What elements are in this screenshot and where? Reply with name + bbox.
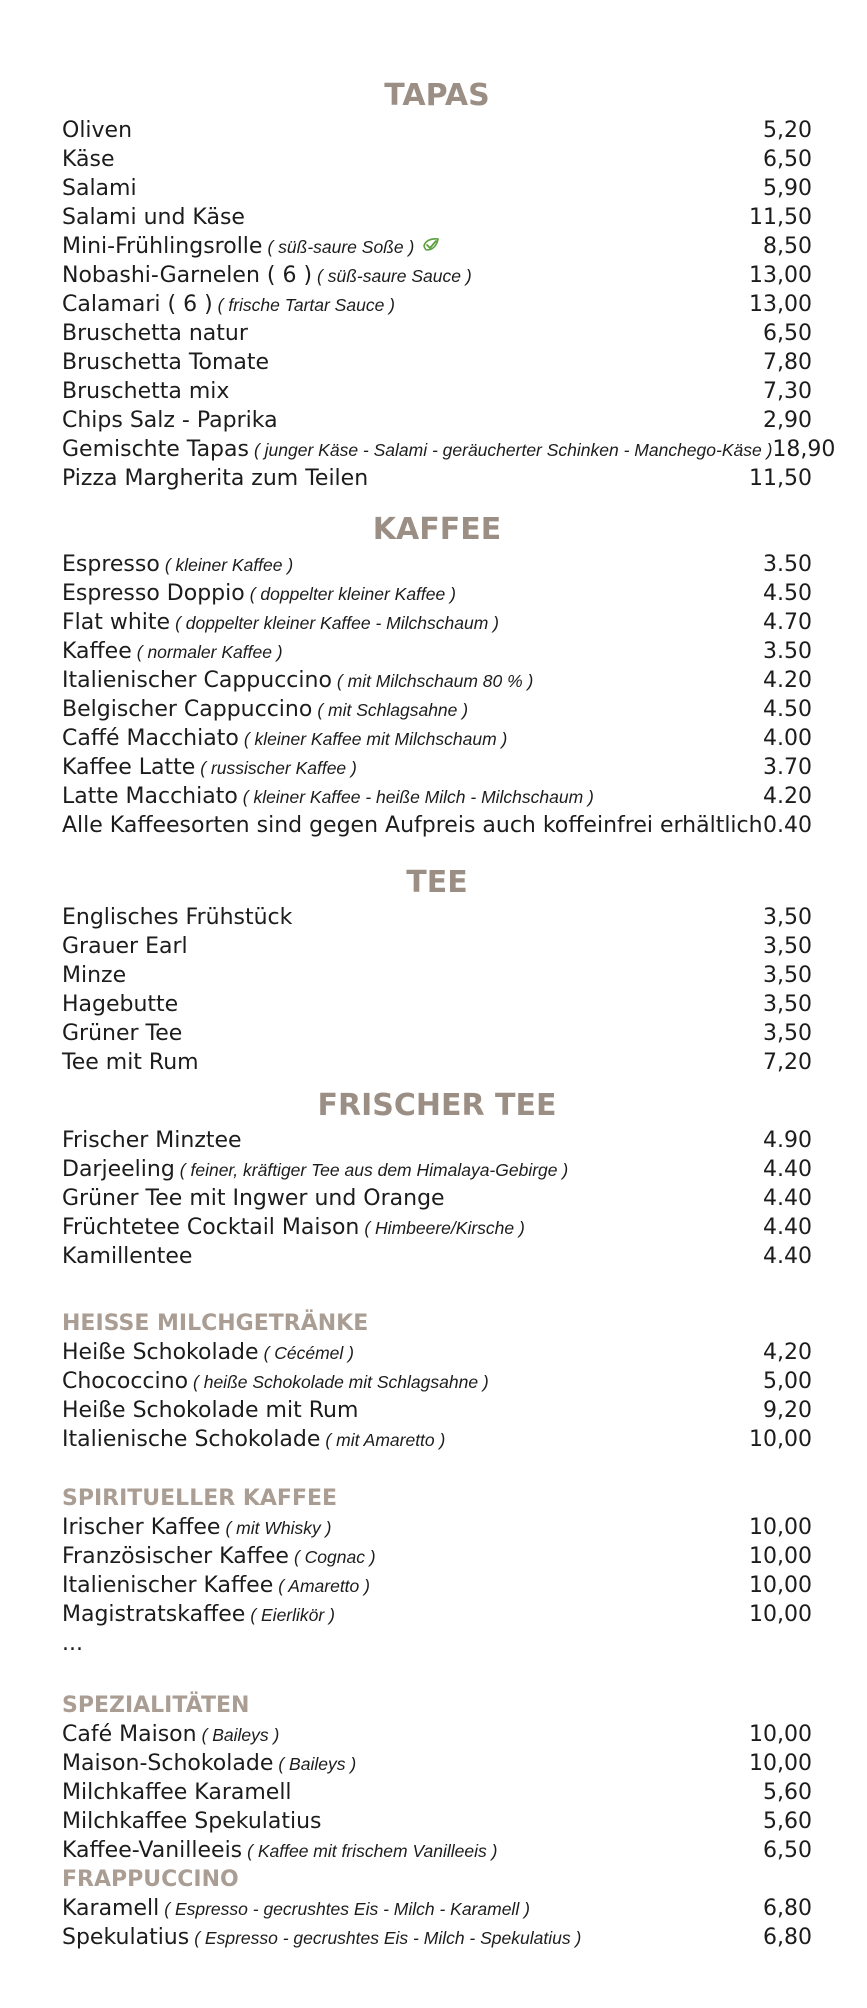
item-name: Calamari ( 6 )	[62, 292, 213, 317]
item-name: Kaffee	[62, 639, 132, 664]
menu-item-row	[62, 1513, 812, 1542]
section-spezialitaeten	[62, 1691, 812, 1865]
item-price: 10,00	[749, 1515, 812, 1540]
item-description: ( kleiner Kaffee mit Milchschaum )	[243, 729, 508, 749]
item-price: 13,00	[749, 263, 812, 288]
menu-item-row	[62, 203, 812, 232]
section-spiritueller-kaffee	[62, 1484, 812, 1658]
item-price: 18,90	[772, 437, 836, 462]
menu-item-row	[62, 1720, 812, 1749]
item-name: Englisches Frühstück	[62, 905, 293, 930]
item-description: ( Himbeere/Kirsche )	[364, 1218, 525, 1238]
item-name: Pizza Margherita zum Teilen	[62, 466, 369, 491]
menu-item-row	[62, 695, 812, 724]
item-description: ( mit Amaretto )	[325, 1430, 446, 1450]
item-name: Caffé Macchiato	[62, 726, 239, 751]
item-name: Heiße Schokolade	[62, 1340, 259, 1365]
item-price: 4.40	[763, 1157, 812, 1182]
menu-item-row	[62, 811, 812, 840]
menu-item-row	[62, 1542, 812, 1571]
menu-item-row	[62, 1184, 812, 1213]
item-price: 5,90	[763, 176, 812, 201]
menu-item-row	[62, 782, 812, 811]
item-name: Gemischte Tapas	[62, 437, 249, 462]
item-description: ( kleiner Kaffee - heiße Milch - Milchschaum )	[242, 787, 594, 807]
item-price: 4.40	[763, 1244, 812, 1269]
item-price: 10,00	[749, 1602, 812, 1627]
menu-item-row	[62, 377, 812, 406]
item-name: Käse	[62, 147, 115, 172]
item-name: Chips Salz - Paprika	[62, 408, 278, 433]
item-name: Magistratskaffee	[62, 1602, 246, 1627]
item-description: ( mit Whisky )	[225, 1518, 332, 1538]
item-name: Karamell	[62, 1896, 160, 1921]
menu-item-row	[62, 1778, 812, 1807]
menu-item-row	[62, 1894, 812, 1923]
item-price: 4.40	[763, 1186, 812, 1211]
item-price: 10,00	[749, 1722, 812, 1747]
item-name: Salami und Käse	[62, 205, 245, 230]
item-price: 10,00	[749, 1751, 812, 1776]
menu-item-row	[62, 608, 812, 637]
section-title: HEISSE MILCHGETRÄNKE	[62, 1311, 369, 1336]
item-list	[62, 1894, 812, 1952]
item-description: ( feiner, kräftiger Tee aus dem Himalaya-Gebirge )	[179, 1160, 569, 1180]
menu-item-row	[62, 903, 812, 932]
item-name: Milchkaffee Karamell	[62, 1780, 292, 1805]
menu-item-row	[62, 1396, 812, 1425]
item-name: Bruschetta Tomate	[62, 350, 270, 375]
item-price: 5,60	[763, 1780, 812, 1805]
item-name: Mini-Frühlingsrolle	[62, 234, 263, 259]
menu-item-row	[62, 348, 812, 377]
section-tee	[62, 863, 812, 1077]
menu-item-row	[62, 174, 812, 203]
menu-item-row	[62, 1749, 812, 1778]
item-list	[62, 1720, 812, 1865]
item-description: ( süß-saure Sauce )	[317, 266, 472, 286]
item-price: 6,50	[763, 147, 812, 172]
item-price: 4.20	[763, 784, 812, 809]
item-price: 10,00	[749, 1544, 812, 1569]
item-description: ( Cognac )	[293, 1547, 376, 1567]
item-price: 4.00	[763, 726, 812, 751]
menu-item-row	[62, 753, 812, 782]
item-name: Espresso	[62, 552, 160, 577]
item-description: ( Baileys )	[201, 1725, 280, 1745]
menu-item-row	[62, 406, 812, 435]
item-description: ( normaler Kaffee )	[136, 642, 283, 662]
item-name: Nobashi-Garnelen ( 6 )	[62, 263, 313, 288]
section-tapas	[62, 76, 836, 493]
item-description: ( Amaretto )	[278, 1576, 370, 1596]
menu-item-row	[62, 116, 812, 145]
item-price: 3,50	[763, 905, 812, 930]
item-price: 6,80	[763, 1896, 812, 1921]
menu-item-row	[62, 637, 812, 666]
item-name: Alle Kaffeesorten sind gegen Aufpreis auch koffeinfrei erhältlich	[62, 813, 763, 838]
item-price: 5,00	[763, 1369, 812, 1394]
item-price: 4.50	[763, 697, 812, 722]
item-name: Kaffee Latte	[62, 755, 196, 780]
item-description: ( Eierlikör )	[250, 1605, 335, 1625]
item-name: Chococcino	[62, 1369, 189, 1394]
item-price: 11,50	[749, 466, 812, 491]
menu-item-row	[62, 261, 812, 290]
item-price: 3,50	[763, 963, 812, 988]
item-price: 4.90	[763, 1128, 812, 1153]
item-name: Frischer Minztee	[62, 1128, 242, 1153]
item-price: 6,50	[763, 1838, 812, 1863]
section-title: TEE	[406, 865, 468, 900]
item-name: Latte Macchiato	[62, 784, 238, 809]
vegetarian-check-icon	[422, 233, 440, 249]
item-price: 13,00	[749, 292, 812, 317]
menu-item-row	[62, 1338, 812, 1367]
item-name: Café Maison	[62, 1722, 197, 1747]
menu-item-row	[62, 666, 812, 695]
section-heisse-milchgetraenke	[62, 1309, 812, 1454]
section-title: FRISCHER TEE	[317, 1088, 557, 1123]
item-price: 10,00	[749, 1573, 812, 1598]
item-price: 9,20	[763, 1398, 812, 1423]
section-title: SPEZIALITÄTEN	[62, 1693, 250, 1718]
menu-item-row	[62, 319, 812, 348]
item-price: 2,90	[763, 408, 812, 433]
item-description: ( mit Milchschaum 80 % )	[336, 671, 534, 691]
item-name: Irischer Kaffee	[62, 1515, 221, 1540]
item-price: 5,20	[763, 118, 812, 143]
section-kaffee	[62, 510, 812, 840]
item-name: Minze	[62, 963, 127, 988]
item-name: Salami	[62, 176, 137, 201]
item-price: 3,50	[763, 992, 812, 1017]
item-description: ( russischer Kaffee )	[200, 758, 357, 778]
item-name: Italienische Schokolade	[62, 1427, 321, 1452]
item-description: ( mit Schlagsahne )	[317, 700, 469, 720]
item-name: Spekulatius	[62, 1925, 190, 1950]
menu-item-row	[62, 1807, 812, 1836]
item-name: Früchtetee Cocktail Maison	[62, 1215, 360, 1240]
item-name: Hagebutte	[62, 992, 179, 1017]
menu-item-row	[62, 1571, 812, 1600]
menu-item-row	[62, 1367, 812, 1396]
item-price: 11,50	[749, 205, 812, 230]
item-name: Tee mit Rum	[62, 1050, 199, 1075]
item-name: Flat white	[62, 610, 171, 635]
item-price: 4.50	[763, 581, 812, 606]
item-name: Grauer Earl	[62, 934, 188, 959]
item-name: Darjeeling	[62, 1157, 175, 1182]
item-description: ( doppelter kleiner Kaffee )	[249, 584, 456, 604]
item-description: ( Kaffee mit frischem Vanilleeis )	[247, 1841, 498, 1861]
item-price: 0.40	[763, 813, 812, 838]
item-description: ( doppelter kleiner Kaffee - Milchschaum )	[175, 613, 499, 633]
menu-item-row	[62, 932, 812, 961]
menu-item-row	[62, 1600, 812, 1629]
menu-item-row	[62, 961, 812, 990]
item-price: 4.70	[763, 610, 812, 635]
menu-item-row	[62, 579, 812, 608]
item-price: 3,50	[763, 1021, 812, 1046]
item-list	[62, 1338, 812, 1454]
menu-item-row	[62, 435, 836, 464]
item-name: Maison-Schokolade	[62, 1751, 274, 1776]
menu-item-row	[62, 464, 812, 493]
menu-item-row	[62, 1126, 812, 1155]
item-name: Grüner Tee	[62, 1021, 183, 1046]
item-price: 8,50	[763, 234, 812, 259]
item-name: Belgischer Cappuccino	[62, 697, 313, 722]
item-price: 3,50	[763, 934, 812, 959]
item-description: ( kleiner Kaffee )	[164, 555, 294, 575]
item-price: 3.50	[763, 552, 812, 577]
menu-item-row	[62, 145, 812, 174]
item-price: 6,50	[763, 321, 812, 346]
item-price: 5,60	[763, 1809, 812, 1834]
menu-item-row	[62, 1425, 812, 1454]
item-name: Heiße Schokolade mit Rum	[62, 1398, 359, 1423]
item-description: ( Espresso - gecrushtes Eis - Milch - Spekulatius )	[194, 1928, 582, 1948]
item-price: 4.20	[763, 668, 812, 693]
item-name: Italienischer Cappuccino	[62, 668, 332, 693]
item-description: ( süß-saure Soße )	[267, 237, 415, 257]
section-title: KAFFEE	[372, 512, 502, 547]
item-name: Espresso Doppio	[62, 581, 245, 606]
menu-item-row	[62, 290, 812, 319]
item-list	[62, 1513, 812, 1629]
item-price: 10,00	[749, 1427, 812, 1452]
item-list	[62, 903, 812, 1077]
section-title: TAPAS	[384, 78, 490, 113]
item-name: Milchkaffee Spekulatius	[62, 1809, 322, 1834]
item-price: 4.40	[763, 1215, 812, 1240]
menu-item-row	[62, 724, 812, 753]
item-name: Oliven	[62, 118, 133, 143]
item-name: Französischer Kaffee	[62, 1544, 289, 1569]
item-name: Grüner Tee mit Ingwer und Orange	[62, 1186, 445, 1211]
item-price: 6,80	[763, 1925, 812, 1950]
item-description: ( junger Käse - Salami - geräucherter Schinken - Manchego-Käse )	[253, 440, 773, 460]
item-list	[62, 1126, 812, 1271]
item-price: 3.70	[763, 755, 812, 780]
item-description: ( heiße Schokolade mit Schlagsahne )	[193, 1372, 489, 1392]
item-description: ( Espresso - gecrushtes Eis - Milch - Karamell )	[164, 1899, 530, 1919]
menu-item-row	[62, 232, 812, 261]
menu-item-row	[62, 990, 812, 1019]
menu-item-row	[62, 1019, 812, 1048]
item-list	[62, 116, 836, 493]
item-name: Bruschetta mix	[62, 379, 230, 404]
item-name: Italienischer Kaffee	[62, 1573, 274, 1598]
menu-item-row	[62, 1923, 812, 1952]
menu-item-row	[62, 1242, 812, 1271]
item-price: 7,80	[763, 350, 812, 375]
item-description: ( Cécémel )	[263, 1343, 354, 1363]
section-frappuccino	[62, 1865, 812, 1952]
item-name: Bruschetta natur	[62, 321, 248, 346]
item-description: ( frische Tartar Sauce )	[217, 295, 395, 315]
item-list	[62, 550, 812, 840]
item-name: Kamillentee	[62, 1244, 193, 1269]
item-price: 7,20	[763, 1050, 812, 1075]
section-frischer-tee	[62, 1086, 812, 1271]
menu-item-row	[62, 1213, 812, 1242]
item-name: Kaffee-Vanilleeis	[62, 1838, 243, 1863]
section-title: FRAPPUCCINO	[62, 1867, 239, 1892]
ellipsis-text: ...	[62, 1631, 83, 1656]
menu-item-row	[62, 550, 812, 579]
item-price: 7,30	[763, 379, 812, 404]
section-title: SPIRITUELLER KAFFEE	[62, 1486, 338, 1511]
menu-item-row	[62, 1836, 812, 1865]
menu-item-row	[62, 1155, 812, 1184]
item-price: 3.50	[763, 639, 812, 664]
menu-item-row	[62, 1048, 812, 1077]
item-price: 4,20	[763, 1340, 812, 1365]
item-description: ( Baileys )	[278, 1754, 357, 1774]
